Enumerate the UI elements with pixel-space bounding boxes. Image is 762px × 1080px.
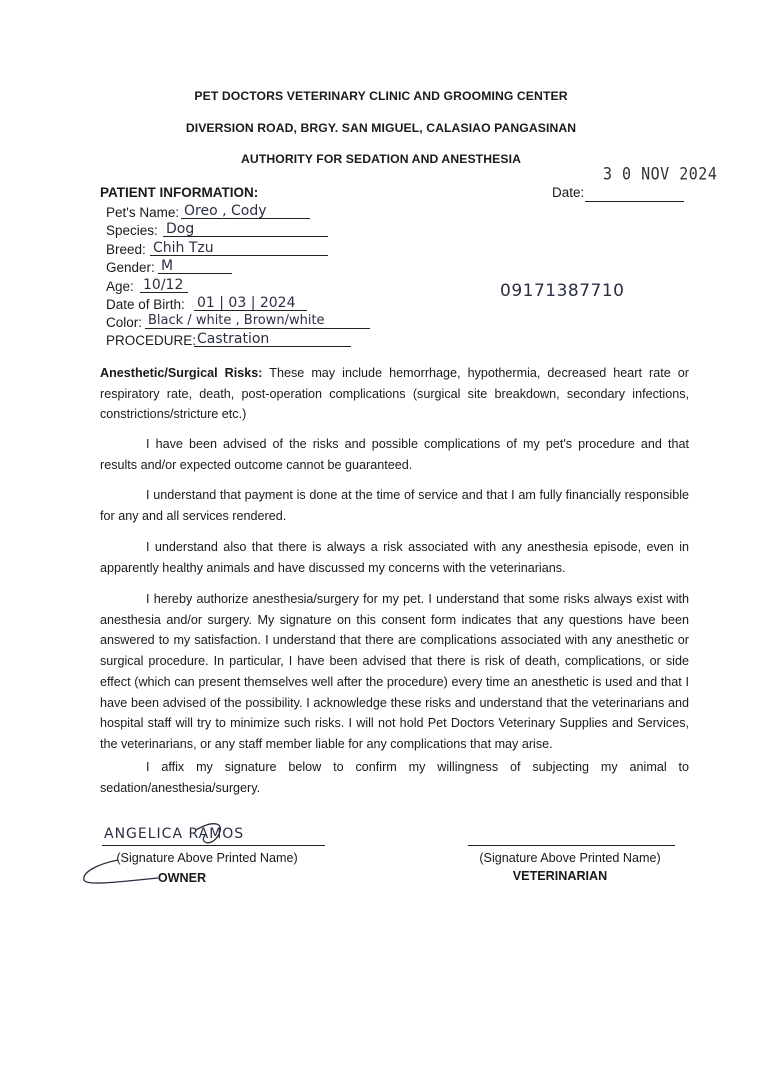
paragraph-4: I hereby authorize anesthesia/surgery for my pet. I understand that some risks always exist with anesthesia and/or surgery. My signature on this consent form indicates that any questions have been answered to my satisfaction. I understand that there are complications associated with any anesthetic or surgical procedure. In particular, I have been advised that there is risk of death, complications, or side effect (which can present themselves well after the procedure) every time an anesthetic is used and that I have been advised of the possibility. I acknowledge these risks and understand that the veterinarians and hospital staff will try to minimize such risks. I will not hold Pet Doctors Veterinary Supplies and Services, the veterinarians, or any staff member liable for any complications that may arise.	[100, 592, 689, 751]
risks-text: These may include hemorrhage, hypothermia, decreased heart rate or respiratory rate, death, post-operation complications (surgical site breakdown, secondary infections, constrictions/stricture etc.)	[100, 366, 690, 422]
owner-signature-line	[102, 845, 325, 846]
clinic-address: DIVERSION ROAD, BRGY. SAN MIGUEL, CALASIAO PANGASINAN	[185, 121, 577, 135]
pet-name-field	[106, 203, 267, 220]
paragraph-3: I understand also that there is always a risk associated with any anesthesia episode, even in apparently healthy animals and have discussed my concerns with the veterinarians.	[100, 540, 689, 575]
gender-value: M	[158, 259, 232, 274]
procedure-field	[106, 331, 270, 348]
patient-info-title: PATIENT INFORMATION:	[100, 185, 259, 200]
age-label: Age:	[106, 279, 134, 294]
species-label: Species:	[106, 223, 158, 238]
color-label: Color:	[106, 315, 143, 330]
dob-field	[106, 295, 296, 312]
color-value: Black / white , Brown/white	[145, 314, 370, 329]
owner-signature: ANGELICA RAMOS	[104, 826, 245, 842]
procedure-label: PROCEDURE:	[106, 333, 197, 348]
owner-role: OWNER	[157, 871, 207, 885]
color-field	[106, 313, 325, 330]
vet-signature-line	[468, 845, 675, 846]
age-field	[106, 277, 184, 294]
vet-role: VETERINARIAN	[512, 869, 608, 883]
pet-name-value: Oreo , Cody	[181, 204, 310, 219]
phone-number: 09171387710	[500, 281, 625, 301]
clinic-name: PET DOCTORS VETERINARY CLINIC AND GROOMING CENTER	[194, 89, 568, 103]
paragraph-2: I understand that payment is done at the time of service and that I am fully financially responsible for any and all services rendered.	[100, 488, 689, 523]
species-value: Dog	[163, 222, 328, 237]
paragraph-1: I have been advised of the risks and possible complications of my pet's procedure and that results and/or expected outcome cannot be guaranteed.	[100, 437, 689, 472]
breed-field	[106, 240, 214, 257]
date-label: Date:	[552, 185, 585, 200]
dob-label: Date of Birth:	[106, 297, 185, 312]
risks-heading: Anesthetic/Surgical Risks:	[100, 366, 263, 380]
breed-label: Breed:	[106, 242, 146, 257]
gender-label: Gender:	[106, 260, 155, 275]
age-value: 10/12	[140, 278, 188, 293]
date-stamp: 3 0 NOV 2024	[603, 164, 718, 184]
dob-value: 01 | 03 | 2024	[194, 296, 307, 311]
species-field	[106, 221, 195, 238]
date-line	[585, 201, 684, 202]
form-title: AUTHORITY FOR SEDATION AND ANESTHESIA	[241, 152, 521, 166]
vet-signature-caption: (Signature Above Printed Name)	[479, 851, 661, 865]
procedure-value: Castration	[194, 332, 351, 347]
pet-name-label: Pet's Name:	[106, 205, 180, 220]
owner-signature-caption: (Signature Above Printed Name)	[116, 851, 298, 865]
paragraph-5: I affix my signature below to confirm my willingness of subjecting my animal to sedation/anesthesia/surgery.	[100, 760, 689, 795]
breed-value: Chih Tzu	[150, 241, 328, 256]
risks-paragraph	[100, 363, 689, 425]
gender-field	[106, 258, 174, 275]
